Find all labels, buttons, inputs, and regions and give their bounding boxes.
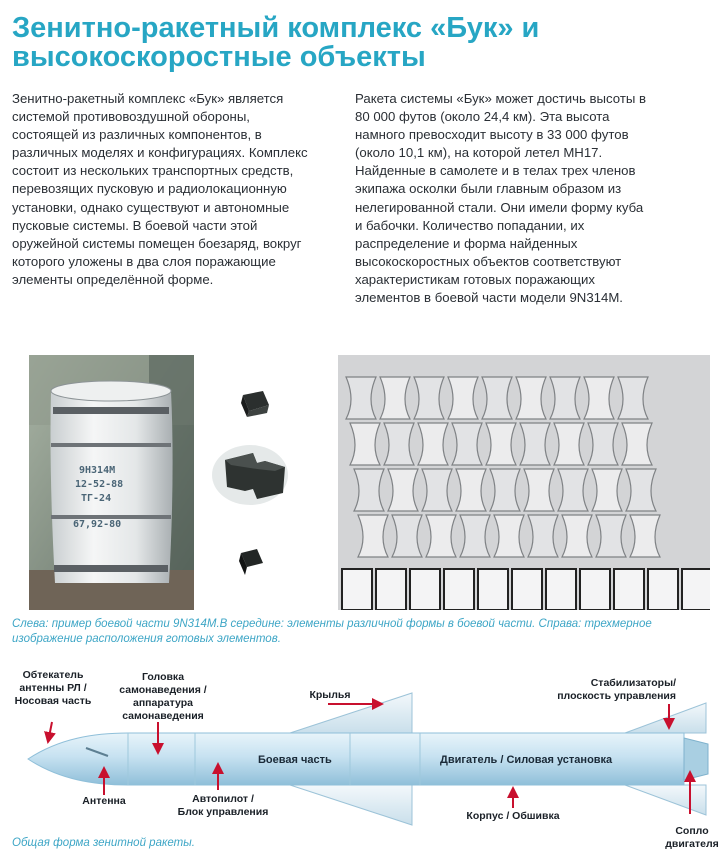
text-line: установки, однако существуют и автономные — [12, 199, 290, 215]
warhead-marking: 9Н314М — [79, 465, 116, 476]
butterfly-element — [622, 423, 652, 465]
butterfly-element — [448, 377, 478, 419]
butterfly-element — [596, 515, 626, 557]
cube-element — [546, 569, 576, 610]
text-line: распределение и форма найденных — [355, 235, 578, 251]
stabilizer-top — [625, 703, 706, 733]
butterfly-element — [482, 377, 512, 419]
label-stabilizers: Стабилизаторы/ плоскость управления — [557, 677, 676, 702]
label-wings: Крылья — [309, 689, 351, 701]
diagram-caption: Общая форма зенитной ракеты. — [12, 837, 195, 849]
butterfly-element — [558, 469, 588, 511]
butterfly-element — [460, 515, 490, 557]
label-engine: Двигатель / Силовая установка — [440, 754, 613, 766]
warhead-marking: 12-52-88 — [75, 479, 124, 490]
article-left-column — [12, 90, 330, 289]
cube-element — [614, 569, 644, 610]
butterfly-element — [528, 515, 558, 557]
butterfly-element — [452, 423, 482, 465]
text-line: 80 000 футов (около 24,4 км). Эта высота — [355, 109, 610, 125]
text-line: характеристикам готовых поражающих — [355, 271, 595, 287]
butterfly-element — [588, 423, 618, 465]
butterfly-element — [358, 515, 388, 557]
butterfly-element — [392, 515, 422, 557]
text-line: различных моделях и конфигурациях. Комплекс — [12, 145, 308, 161]
cube-element — [410, 569, 440, 610]
butterfly-element — [618, 377, 648, 419]
text-line: Найденные в самолете и в телах трех членов — [355, 163, 636, 179]
butterfly-element — [626, 469, 656, 511]
cube-element — [444, 569, 474, 610]
text-line: пусковые системы. В боевой части этой — [12, 217, 258, 233]
label-hull: Корпус / Обшивка — [466, 810, 560, 822]
text-line: намного превосходит высоту в 33 000 футов — [355, 127, 629, 143]
article-right-column — [355, 90, 685, 307]
butterfly-element — [550, 377, 580, 419]
butterfly-fragment — [212, 445, 288, 505]
text-line: системой противовоздушной обороны, — [12, 109, 250, 125]
butterfly-element — [388, 469, 418, 511]
butterfly-element — [554, 423, 584, 465]
butterfly-element — [486, 423, 516, 465]
text-line: элементов в боевой части модели 9N314M. — [355, 290, 623, 306]
butterfly-element — [562, 515, 592, 557]
butterfly-element — [426, 515, 456, 557]
text-line: которого уложены в два слоя поражающие — [12, 253, 276, 269]
text-line: и бабочки. Количество попадании, их — [355, 217, 585, 233]
engine-nozzle — [684, 738, 708, 780]
text-line: Ракета системы «Бук» может достичь высоты в — [355, 91, 647, 106]
cube-element — [512, 569, 542, 610]
butterfly-element — [584, 377, 614, 419]
butterfly-element — [456, 469, 486, 511]
title-line-2: высокоскоростные объекты — [12, 41, 426, 73]
cube-element — [478, 569, 508, 610]
label-nozzle: Сопло двигателя — [665, 825, 719, 850]
warhead-photo — [29, 355, 194, 610]
butterfly-element — [524, 469, 554, 511]
photo-strip — [0, 355, 724, 610]
label-seeker: Головка самонаведения / аппаратура самонаведения — [119, 671, 207, 722]
text-line: состоящей из различных компонентов, в — [12, 127, 262, 143]
butterfly-element — [422, 469, 452, 511]
butterfly-element — [414, 377, 444, 419]
text-line: экипажа осколки были главным образом из — [355, 181, 622, 197]
label-antenna: Антенна — [82, 795, 126, 807]
cube-element — [376, 569, 406, 610]
text-line: высокоскоростных объектов соответствуют — [355, 253, 622, 269]
text-line: перевозящих пусковую и радиолокационную — [12, 181, 287, 197]
cube-element — [648, 569, 678, 610]
butterfly-element — [494, 515, 524, 557]
cube-fragment-bottom — [239, 549, 263, 575]
text-line: оружейной системы помещен боезаряд, вокруг — [12, 235, 302, 251]
text-line: Зенитно-ракетный комплекс «Бук» является — [12, 91, 284, 106]
butterfly-element — [520, 423, 550, 465]
article-title — [12, 14, 712, 72]
butterfly-element — [592, 469, 622, 511]
label-autopilot: Автопилот / Блок управления — [177, 793, 269, 818]
butterfly-element — [350, 423, 380, 465]
cube-element — [580, 569, 610, 610]
warhead-marking: 67,92-80 — [73, 519, 122, 530]
butterfly-element — [380, 377, 410, 419]
butterfly-element — [418, 423, 448, 465]
title-line-1: Зенитно-ракетный комплекс «Бук» и — [12, 12, 540, 44]
text-line: (около 10,1 км), на которой летел МН17. — [355, 145, 603, 161]
label-radome: Обтекатель антенны РЛ / Носовая часть — [14, 669, 92, 707]
missile-diagram — [0, 660, 724, 860]
butterfly-element — [516, 377, 546, 419]
text-line: элементы определённой форме. — [12, 271, 214, 287]
butterfly-element — [490, 469, 520, 511]
butterfly-element — [630, 515, 660, 557]
warhead-marking: ТГ-24 — [81, 493, 112, 504]
fragments-3d-render — [338, 355, 710, 610]
butterfly-element — [354, 469, 384, 511]
stabilizer-bottom — [625, 785, 706, 815]
butterfly-element — [346, 377, 376, 419]
cube-fragment-small — [241, 391, 269, 417]
label-warhead: Боевая часть — [258, 754, 332, 766]
cube-element — [682, 569, 710, 610]
fragments-photo — [205, 365, 330, 605]
butterfly-element — [384, 423, 414, 465]
text-line: нелегированной стали. Они имели форму куба — [355, 199, 644, 215]
text-line: состоит из нескольких транспортных средств, — [12, 163, 294, 179]
wing-bottom — [290, 785, 412, 825]
photos-caption: Слева: пример боевой части 9N314M.В середине: элементы различной формы в боевой части. Справа: трехмерное изображение расположения готовых элементов. — [12, 618, 652, 645]
cube-element — [342, 569, 372, 610]
